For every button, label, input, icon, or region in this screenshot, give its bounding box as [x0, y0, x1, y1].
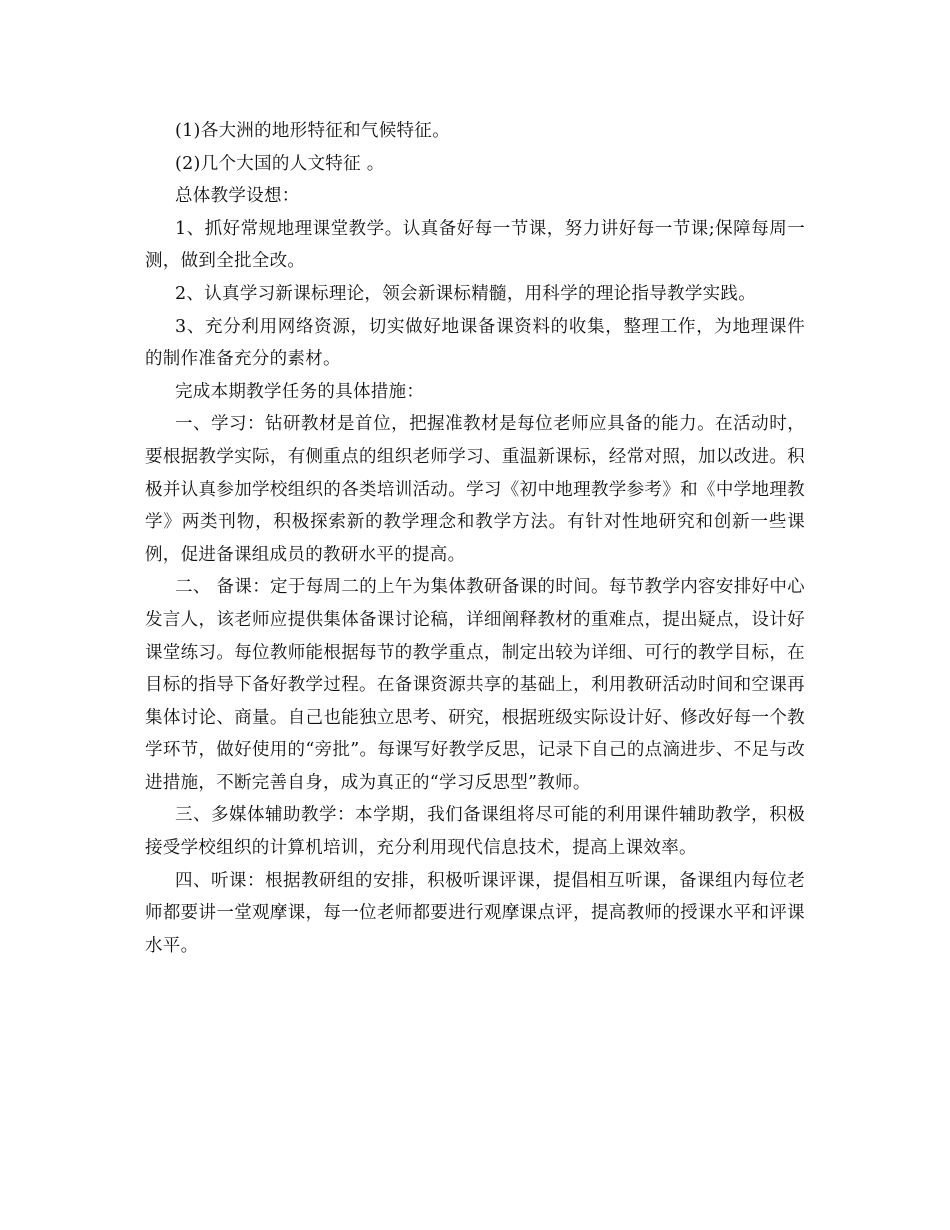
paragraph-multimedia: 三、多媒体辅助教学：本学期，我们备课组将尽可能的利用课件辅助教学，积极接受学校组织的计算机培训，充分利用现代信息技术，提高上课效率。 — [145, 805, 805, 859]
paragraph-continent-features: (1)各大洲的地形特征和气候特征。 — [175, 121, 450, 141]
paragraph-item-2: 2、认真学习新课标理论，领会新课标精髓，用科学的理论指导教学实践。 — [175, 283, 757, 304]
paragraph-observation: 四、听课：根据教研组的安排，积极听课评课，提倡相互听课，备课组内每位老师都要讲一堂观摩课，每一位老师都要进行观摩课点评，提高教师的授课水平和评课水平。 — [145, 870, 805, 956]
paragraph-item-3: 3、充分利用网络资源，切实做好地课备课资料的收集，整理工作，为地理课件的制作准备充分的素材。 — [145, 316, 805, 370]
paragraph-overall-idea-heading: 总体教学设想： — [175, 186, 300, 207]
paragraph-study: 一、学习：钻研教材是首位，把握准教材是每位老师应具备的能力。在活动时，要根据教学实际，有侧重点的组织老师学习、重温新课标，经常对照，加以改进。积极并认真参加学校组织的各类培训活动。学习《初中地理教学参考》和《中学地理教学》两类刊物，积极探索新的教学理念和教学方法。有针对性地研究和创新一些课例，促进备课组成员的教研水平的提高。 — [145, 414, 805, 565]
paragraph-measures-heading: 完成本期教学任务的具体措施： — [175, 381, 425, 402]
paragraph-country-features: (2)几个大国的人文特征 。 — [175, 153, 385, 174]
paragraph-lesson-prep: 二、 备课：定于每周二的上午为集体教研备课的时间。每节教学内容安排好中心发言人，该老师应提供集体备课讨论稿，详细阐释教材的重难点，提出疑点，设计好课堂练习。每位教师能根据每节的教学重点，制定出较为详细、可行的教学目标，在目标的指导下备好教学过程。在备课资源共享的基础上，利用教研活动时间和空课再集体讨论、商量。自己也能独立思考、研究，根据班级实际设计好、修改好每一个教学环节，做好使用的“旁批”。每课写好教学反思，记录下自己的点滴进步、不足与改进措施，不断完善自身，成为真正的“学习反思型”教师。 — [145, 577, 805, 793]
document-body — [145, 115, 805, 962]
paragraph-item-1: 1、抓好常规地理课堂教学。认真备好每一节课，努力讲好每一节课;保障每周一测，做到全批全改。 — [145, 218, 805, 272]
